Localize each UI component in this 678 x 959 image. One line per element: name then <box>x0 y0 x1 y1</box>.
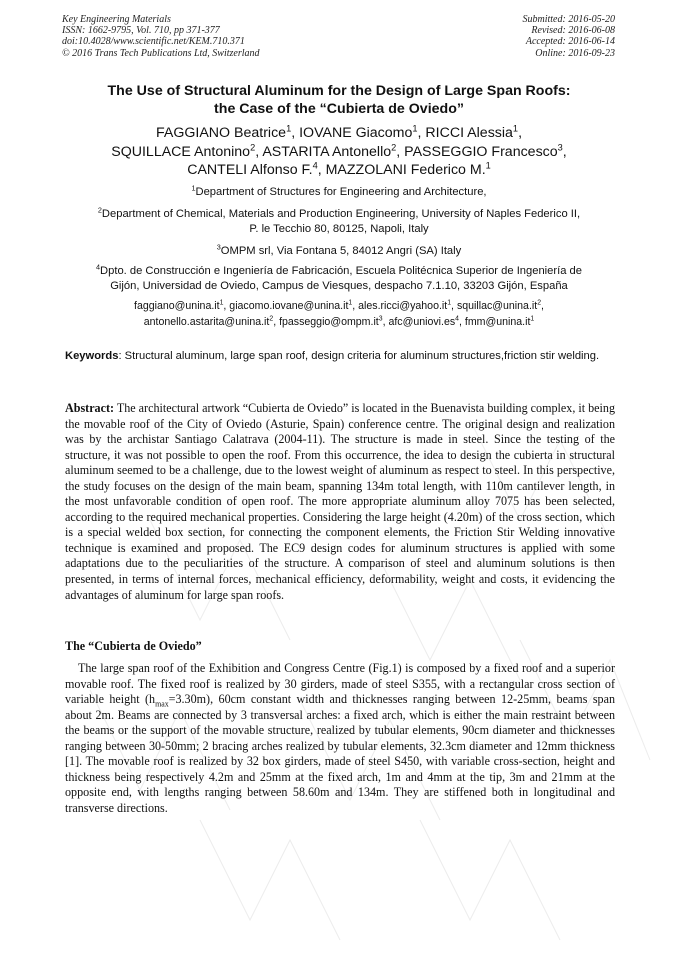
email-affil-mark: 1 <box>447 299 452 307</box>
issn-line: ISSN: 1662-9795, Vol. 710, pp 371-377 <box>62 25 220 37</box>
author-name: FAGGIANO Beatrice <box>155 125 287 141</box>
keywords-block <box>65 349 617 364</box>
affil-text: OMPM srl, Via Fontana 5, 84012 Angri (SA) Italy <box>220 245 462 257</box>
paragraph-text-part-2: =3.30m), 60cm constant width and thicknesses ranging between 12-25mm, beams span about 2m. Beams are connected by 3 transversal arches: a fixed arch, which is either the main restraint between the beams or the support of the movable structure, realized by tubular elements, 90cm diameter and thicknesses ranging between 30-50mm; 2 bracing arches realized by tubular elements, 32.3cm diameter and 12mm thickness [1]. The movable roof is realized by 32 box girders, made of steel S450, with variable cross-section, height and thickness being respectively 4.2m and 25mm at the fixed arch, 1m and 4mm at the tip, 3m and 21mm at the opposite end, with lengths ranging between 58.60m and 134m. They are stiffened both in longitudinal and transverse directions. <box>65 692 615 815</box>
author-name: ASTARITA Antonello <box>262 143 392 160</box>
affil-mark: 4 <box>95 262 101 272</box>
email-list <box>60 299 618 330</box>
email-affil-mark: 3 <box>378 315 383 323</box>
author-affil-mark: 1 <box>286 123 292 134</box>
email-address: giacomo.iovane@unina.it <box>229 300 349 312</box>
email-affil-mark: 1 <box>219 299 224 307</box>
author-name: RICCI Alessia <box>425 125 513 141</box>
author-affil-mark: 1 <box>412 123 418 134</box>
author-affil-mark: 2 <box>250 141 256 152</box>
affil-text: Dpto. de Construcción e Ingeniería de Fabricación, Escuela Politécnica Superior de Ingeniería de <box>100 265 583 277</box>
email-address: ales.ricci@yahoo.it <box>358 300 448 312</box>
email-affil-mark: 4 <box>455 315 459 323</box>
email-address: fpasseggio@ompm.it <box>279 315 379 328</box>
copyright-line: © 2016 Trans Tech Publications Ltd, Switzerland <box>62 47 260 59</box>
doi-line: doi:10.4028/www.scientific.net/KEM.710.371 <box>62 36 245 48</box>
email-address: fmm@unina.it <box>464 315 531 328</box>
email-address: faggiano@unina.it <box>134 300 220 312</box>
author-affil-mark: 2 <box>391 141 397 152</box>
email-line-1: $faggiano@unina.it^1$, $giacomo.iovane@unina.it^1$, $ales.ricci@yahoo.it^1$, $squillac@unina.it^2$, <box>134 299 544 312</box>
author-line-2: SQUILLACE Antonino$^2$, ASTARITA Antonello$^2$, PASSEGGIO Francesco$^3$, <box>111 141 567 160</box>
keywords-text: : Structural aluminum, large span roof, design criteria for aluminum structures,friction stir welding. <box>118 350 600 362</box>
abstract-block <box>65 401 615 603</box>
journal-name: Key Engineering Materials <box>62 14 171 25</box>
email-affil-mark: 2 <box>537 299 542 307</box>
subscript-max: max <box>155 699 169 709</box>
keywords-label: Keywords <box>65 350 119 362</box>
email-affil-mark: 1 <box>530 315 535 323</box>
title-line-2: the Case of the “Cubierta de Oviedo” <box>214 101 464 117</box>
submitted-date: Submitted: 2016-05-20 <box>522 14 615 25</box>
revised-date: Revised: 2016-06-08 <box>531 25 615 37</box>
paragraph-text-part-1: The large span roof of the Exhibition and Congress Centre (Fig.1) is composed by a fixed roof and a superior movable roof. The fixed roof is realized by 30 girders, made of steel S355, with a rectangular cross section of variable height (h <box>65 661 615 707</box>
email-address: antonello.astarita@unina.it <box>143 315 270 328</box>
date-info <box>523 14 616 59</box>
author-affil-mark: 1 <box>512 123 519 134</box>
title-line-1: The Use of Structural Aluminum for the Design of Large Span Roofs: <box>107 83 571 99</box>
email-affil-mark: 2 <box>269 315 274 323</box>
author-affil-mark: 1 <box>485 160 491 171</box>
affiliation-3 <box>60 244 618 259</box>
author-line-3: CANTELI Alfonso F.$^4$, MAZZOLANI Federico M.$^1$ <box>187 160 491 178</box>
email-line-2: $antonello.astarita@unina.it^2$, $fpasseggio@ompm.it^3$, $afc@uniovi.es^4$, $fmm@unina.it^1$ <box>143 315 535 328</box>
affil-mark: 1 <box>191 183 196 193</box>
affil-text: Department of Chemical, Materials and Production Engineering, University of Naples Federico II, <box>101 208 581 220</box>
paper-title <box>62 82 616 118</box>
author-affil-mark: 3 <box>557 141 563 152</box>
author-name: SQUILLACE Antonino <box>111 143 251 160</box>
accepted-date: Accepted: 2016-06-14 <box>525 36 615 48</box>
affiliation-1 <box>60 185 618 200</box>
abstract-text: The architectural artwork “Cubierta de Oviedo” is located in the Buenavista building complex, it being the movable roof of the City of Oviedo (Asturie, Spain) conference centre. The original design and realization was by the archistar Santiago Calatrava (2004-11). The structure is made in steel. Since the testing of the structure, it was not possible to open the roof. From this occurrence, the idea to design the cubierta in structural aluminum seemed to be a challenge, due to the lowest weight of aluminum as respect to steel. In this perspective, the study focuses on the design of the main beam, spanning 134m total length, with 110m cantilever length, in the most unfavorable condition of open roof. The more appropriate aluminum alloy 7075 has been selected, according to the required mechanical properties. Considering the large height (4.20m) of the cross section, which is a special welded box section, for connecting the component elements, the Friction Stir Welding innovative technique is examined and proposed. The EC9 design codes for aluminum structures is applied with some adaptations due to the peculiarities of the structure. A comparison of steel and aluminum solutions is then presented, in terms of internal forces, mechanical efficiency, deformability, weight and costs, it evidencing the advantages of aluminum for large span roofs. <box>65 401 615 602</box>
affil-text: P. le Tecchio 80, 80125, Napoli, Italy <box>249 222 429 235</box>
journal-info <box>62 14 260 59</box>
abstract-label: Abstract: <box>65 401 115 415</box>
email-address: squillac@unina.it <box>456 300 538 312</box>
author-name: CANTELI Alfonso F. <box>187 162 313 178</box>
section-paragraph <box>65 661 615 816</box>
affil-text: Department of Structures for Engineering and Architecture, <box>195 186 487 198</box>
email-address: afc@uniovi.es <box>388 315 456 328</box>
affil-text: Gijón, Universidad de Oviedo, Campus de Viesques, despacho 7.1.10, 33203 Gijón, España <box>110 279 568 292</box>
affiliation-2 <box>60 207 618 236</box>
author-affil-mark: 4 <box>312 160 318 171</box>
author-name: PASSEGGIO Francesco <box>404 143 558 160</box>
online-date: Online: 2016-09-23 <box>535 47 615 59</box>
affil-mark: 2 <box>97 205 102 215</box>
author-name: MAZZOLANI Federico M. <box>325 162 486 178</box>
author-list <box>62 124 616 180</box>
author-name: IOVANE Giacomo <box>299 125 413 141</box>
email-affil-mark: 1 <box>348 299 353 307</box>
section-heading: The “Cubierta de Oviedo” <box>65 639 202 653</box>
affil-mark: 3 <box>216 242 221 252</box>
affiliation-4 <box>60 264 618 293</box>
author-line-1: FAGGIANO Beatrice$^1$, IOVANE Giacomo$^1$, RICCI Alessia$^1$, <box>155 123 523 141</box>
